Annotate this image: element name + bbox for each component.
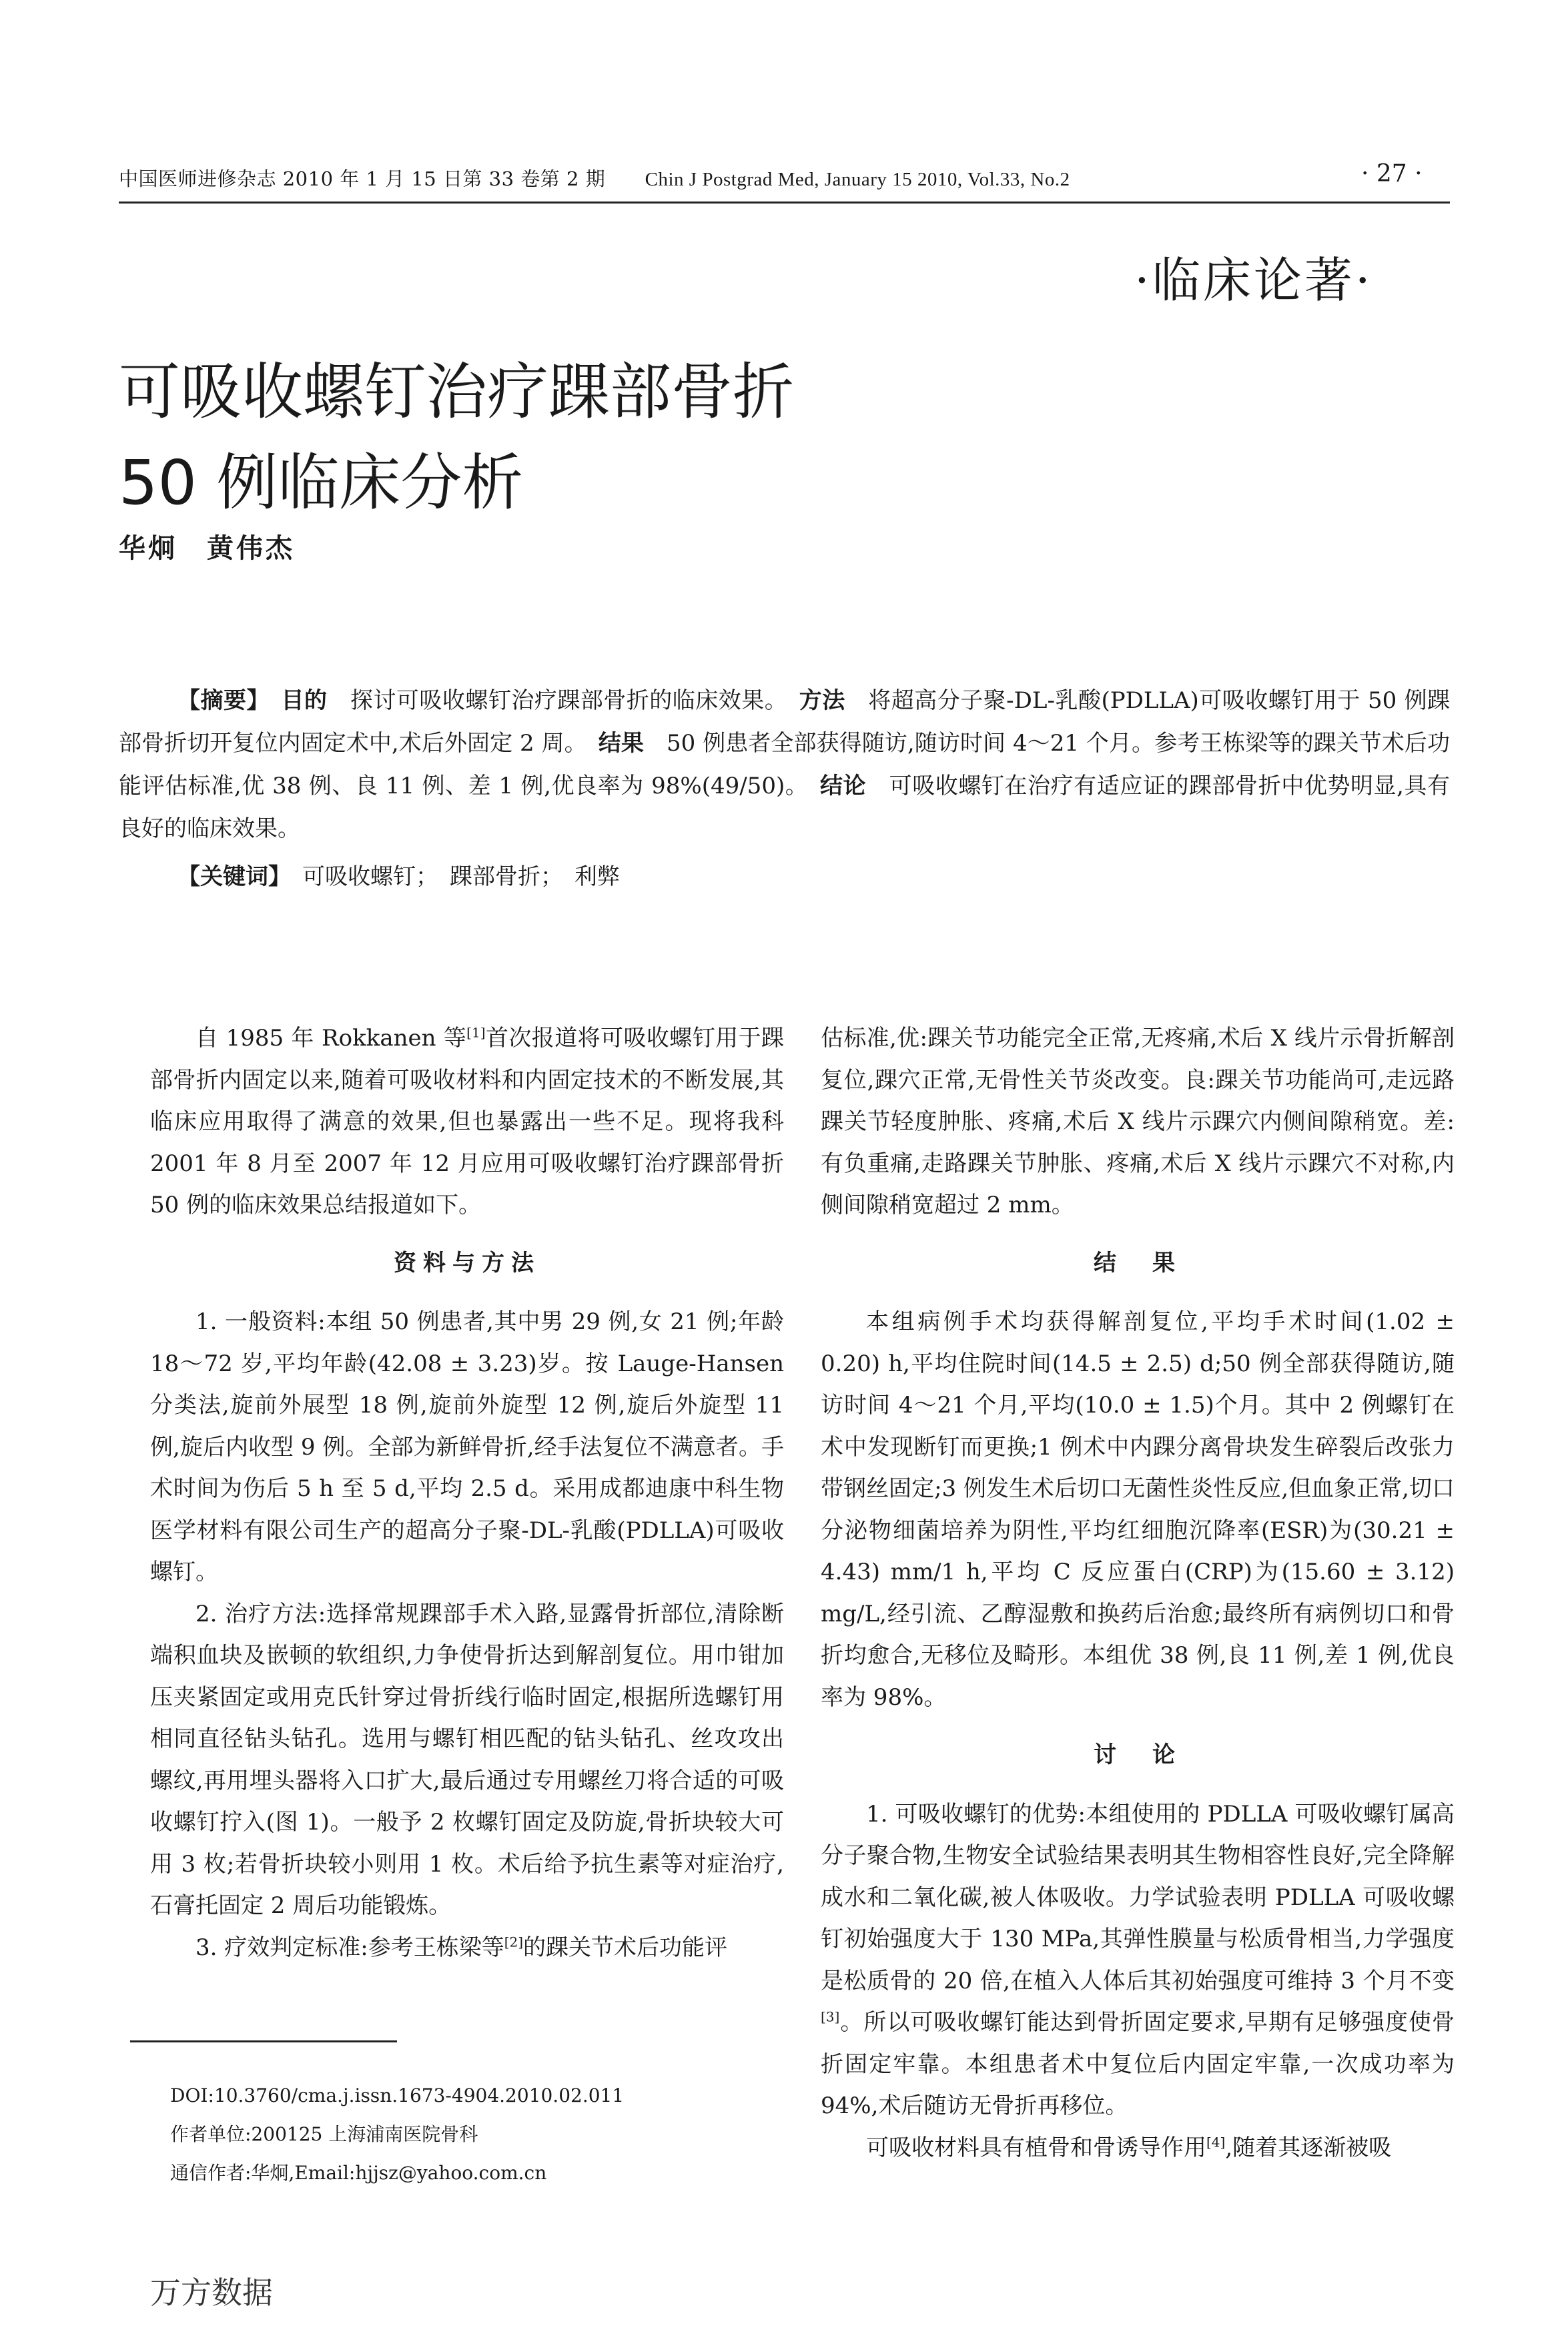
abstract-label: 【摘要】 — [177, 687, 258, 714]
keywords-text: 可吸收螺钉； 踝部骨折； 利弊 — [302, 863, 620, 890]
methods-text: 将超高分子聚-DL-乳酸(PDLLA)可吸收螺钉用于 50 例踝部骨折切开复位内固定术中,术后外固定 2 周。 — [119, 687, 1451, 757]
paragraph-general-data: 1. 一般资料:本组 50 例患者,其中男 29 例,女 21 例;年龄 18～72 岁,平均年龄(42.08 ± 3.23)岁。按 Lauge-Hansen 分类法,旋前外展型 18 例,旋前外旋型 12 例,旋后外旋型 11 例,旋后内收型 9 例。全部为新鲜骨折,经手法复位不满意者。手术时间为伤后 5 h 至 5 d,平均 2.5 d。采用成都迪康中科生物医学材料有限公司生产的超高分子聚-DL-乳酸(PDLLA)可吸收螺钉。 — [150, 1308, 784, 1585]
results-text: 50 例患者全部获得随访,随访时间 4～21 个月。参考王栋梁等的踝关节术后功能评估标准,优 38 例、良 11 例、差 1 例,优良率为 98%(49/50)。 — [119, 730, 1451, 799]
heading-results: 结 果 — [1094, 1249, 1182, 1276]
keywords-label: 【关键词】 — [177, 863, 280, 890]
journal-name-en: Chin J Postgrad Med, January 15 2010, Vol.33, No.2 — [645, 169, 1070, 190]
intro-text-b: 首次报道将可吸收螺钉用于踝部骨折内固定以来,随着可吸收材料和内固定技术的不断发展,其临床应用取得了满意的效果,但也暴露出一些不足。现将我科 2001 年 8 月至 2007 年 12 月应用可吸收螺钉治疗踝部骨折 50 例的临床效果总结报道如下。 — [150, 1025, 784, 1218]
journal-name-cn: 中国医师进修杂志 2010 年 1 月 15 日第 33 卷第 2 期 — [119, 167, 606, 190]
footnote-affiliation: 作者单位:200125 上海浦南医院骨科 — [170, 2123, 478, 2145]
results-label: 结果 — [598, 730, 644, 757]
heading-methods: 资料与方法 — [394, 1249, 540, 1276]
intro-paragraph — [150, 1018, 784, 1226]
discussion-2-text-a: 可吸收材料具有植骨和骨诱导作用 — [866, 2134, 1206, 2161]
paragraph-discussion-1 — [821, 1794, 1455, 2127]
title-line-1: 可吸收螺钉治疗踝部骨折 — [119, 356, 795, 428]
keywords — [119, 855, 1450, 898]
paragraph-treatment: 2. 治疗方法:选择常规踝部手术入路,显露骨折部位,清除断端积血块及嵌顿的软组织,力争使骨折达到解剖复位。用巾钳加压夹紧固定或用克氏针穿过骨折线行临时固定,根据所选螺钉用相同直径钻头钻孔。选用与螺钉相匹配的钻头钻孔、丝攻攻出螺纹,再用埋头器将入口扩大,最后通过专用螺丝刀将合适的可吸收螺钉拧入(图 1)。一般予 2 枚螺钉固定及防旋,骨折块较大可用 3 枚;若骨折块较小则用 1 枚。术后给予抗生素等对症治疗,石膏托固定 2 周后功能锻炼。 — [150, 1600, 784, 1919]
conclusion-text: 可吸收螺钉在治疗有适应证的踝部骨折中优势明显,具有良好的临床效果。 — [119, 773, 1451, 842]
paragraph-criteria — [150, 1927, 784, 1969]
criteria-text-a: 3. 疗效判定标准:参考王栋梁等 — [195, 1934, 504, 1961]
abstract — [119, 679, 1450, 898]
title-line-2: 50 例临床分析 — [119, 447, 524, 518]
citation-1: [1] — [466, 1024, 486, 1041]
running-header — [119, 164, 1070, 191]
page-number: · 27 · — [1361, 160, 1423, 187]
intro-text-a: 自 1985 年 Rokkanen 等 — [195, 1025, 467, 1052]
conclusion-label: 结论 — [819, 773, 867, 799]
body-column-left — [150, 1018, 784, 1968]
paragraph-criteria-cont: 估标准,优:踝关节功能完全正常,无疼痛,术后 X 线片示骨折解剖复位,踝穴正常,无骨性关节炎改变。良:踝关节功能尚可,走远路踝关节轻度肿胀、疼痛,术后 X 线片示踝穴内侧间隙稍宽。差:有负重痛,走路踝关节肿胀、疼痛,术后 X 线片示踝穴不对称,内侧间隙稍宽超过 2 mm。 — [821, 1025, 1455, 1218]
citation-4: [4] — [1206, 2134, 1226, 2151]
authors: 华炯 黄伟杰 — [119, 532, 295, 564]
header-rule — [119, 202, 1450, 204]
discussion-2-text-b: ,随着其逐渐被吸 — [1225, 2134, 1392, 2161]
citation-3: [3] — [821, 2008, 840, 2025]
footnotes — [170, 2076, 624, 2193]
footnote-rule — [130, 2040, 397, 2042]
section-label: ·临床论著· — [1134, 252, 1373, 308]
citation-2: [2] — [504, 1934, 524, 1950]
watermark: 万方数据 — [150, 2275, 273, 2311]
heading-discussion: 讨 论 — [1094, 1741, 1182, 1768]
methods-label: 方法 — [799, 687, 845, 714]
abstract-body — [119, 679, 1450, 850]
footnote-doi: DOI:10.3760/cma.j.issn.1673-4904.2010.02.011 — [170, 2084, 625, 2106]
body-column-right — [821, 1018, 1455, 2169]
objective-label: 目的 — [281, 687, 328, 714]
objective-text: 探讨可吸收螺钉治疗踝部骨折的临床效果。 — [350, 687, 777, 714]
paragraph-discussion-2 — [821, 2127, 1455, 2169]
footnote-correspondence: 通信作者:华炯,Email:hjjsz@yahoo.com.cn — [170, 2162, 547, 2184]
criteria-text-b: 的踝关节术后功能评 — [523, 1934, 728, 1961]
paragraph-results: 本组病例手术均获得解剖复位,平均手术时间(1.02 ± 0.20) h,平均住院时间(14.5 ± 2.5) d;50 例全部获得随访,随访时间 4～21 个月,平均(10.0 ± 1.5)个月。其中 2 例螺钉在术中发现断钉而更换;1 例术中内踝分离骨块发生碎裂后改张力带钢丝固定;3 例发生术后切口无菌性炎性反应,但血象正常,切口分泌物细菌培养为阴性,平均红细胞沉降率(ESR)为(30.21 ± 4.43) mm/1 h,平均 C 反应蛋白(CRP)为(15.60 ± 3.12) mg/L,经引流、乙醇湿敷和换药后治愈;最终所有病例切口和骨折均愈合,无移位及畸形。本组优 38 例,良 11 例,差 1 例,优良率为 98%。 — [821, 1308, 1455, 1711]
discussion-1-text-b: 。所以可吸收螺钉能达到骨折固定要求,早期有足够强度使骨折固定牢靠。本组患者术中复位后内固定牢靠,一次成功率为 94%,术后随访无骨折再移位。 — [821, 2009, 1455, 2119]
discussion-1-text-a: 1. 可吸收螺钉的优势:本组使用的 PDLLA 可吸收螺钉属高分子聚合物,生物安全试验结果表明其生物相容性良好,完全降解成水和二氧化碳,被人体吸收。力学试验表明 PDLLA 可吸收螺钉初始强度大于 130 MPa,其弹性膜量与松质骨相当,力学强度是松质骨的 20 倍,在植入人体后其初始强度可维持 3 个月不变 — [821, 1800, 1455, 1994]
article-title — [119, 347, 1053, 528]
